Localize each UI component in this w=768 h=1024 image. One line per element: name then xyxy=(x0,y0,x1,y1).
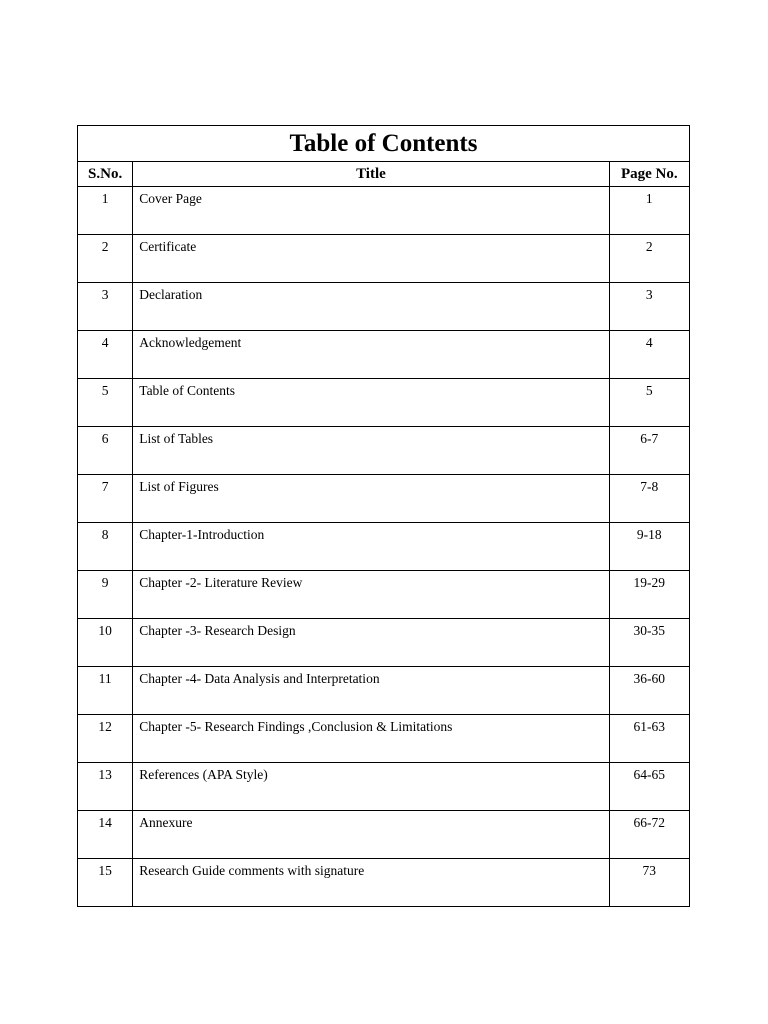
entry-page: 61-63 xyxy=(609,715,689,763)
table-row xyxy=(78,523,690,571)
entry-title: Chapter -3- Research Design xyxy=(133,619,609,667)
table-row xyxy=(78,667,690,715)
table-row xyxy=(78,571,690,619)
entry-page: 4 xyxy=(609,331,689,379)
entry-title: Chapter -2- Literature Review xyxy=(133,571,609,619)
entry-page: 5 xyxy=(609,379,689,427)
entry-title: Chapter -4- Data Analysis and Interpretation xyxy=(133,667,609,715)
entry-sno: 7 xyxy=(78,475,133,523)
entry-sno: 12 xyxy=(78,715,133,763)
entry-title: List of Tables xyxy=(133,427,609,475)
entry-sno: 4 xyxy=(78,331,133,379)
entry-sno: 11 xyxy=(78,667,133,715)
column-header-sno: S.No. xyxy=(78,162,133,187)
entry-sno: 1 xyxy=(78,187,133,235)
entry-page: 66-72 xyxy=(609,811,689,859)
entry-title: Chapter-1-Introduction xyxy=(133,523,609,571)
entry-title: Table of Contents xyxy=(133,379,609,427)
entry-title: Cover Page xyxy=(133,187,609,235)
column-header-title: Title xyxy=(133,162,609,187)
table-row xyxy=(78,475,690,523)
table-row xyxy=(78,859,690,907)
entry-title: List of Figures xyxy=(133,475,609,523)
entry-page: 30-35 xyxy=(609,619,689,667)
entry-page: 64-65 xyxy=(609,763,689,811)
entry-page: 1 xyxy=(609,187,689,235)
entry-page: 7-8 xyxy=(609,475,689,523)
entry-title: Annexure xyxy=(133,811,609,859)
entry-sno: 15 xyxy=(78,859,133,907)
table-row xyxy=(78,715,690,763)
entry-page: 2 xyxy=(609,235,689,283)
entry-sno: 6 xyxy=(78,427,133,475)
entry-sno: 8 xyxy=(78,523,133,571)
toc-title-row xyxy=(78,126,690,162)
entry-sno: 10 xyxy=(78,619,133,667)
table-row xyxy=(78,331,690,379)
entry-title: Declaration xyxy=(133,283,609,331)
table-row xyxy=(78,763,690,811)
entry-page: 19-29 xyxy=(609,571,689,619)
toc-header-row xyxy=(78,162,690,187)
toc-table xyxy=(77,125,690,907)
entry-sno: 5 xyxy=(78,379,133,427)
entry-title: Chapter -5- Research Findings ,Conclusion & Limitations xyxy=(133,715,609,763)
entry-title: Acknowledgement xyxy=(133,331,609,379)
table-row xyxy=(78,427,690,475)
entry-page: 3 xyxy=(609,283,689,331)
table-row xyxy=(78,811,690,859)
entry-sno: 9 xyxy=(78,571,133,619)
entry-title: Research Guide comments with signature xyxy=(133,859,609,907)
entry-page: 6-7 xyxy=(609,427,689,475)
entry-sno: 13 xyxy=(78,763,133,811)
entry-sno: 14 xyxy=(78,811,133,859)
table-row xyxy=(78,235,690,283)
entry-page: 9-18 xyxy=(609,523,689,571)
column-header-page: Page No. xyxy=(609,162,689,187)
entry-page: 73 xyxy=(609,859,689,907)
entry-page: 36-60 xyxy=(609,667,689,715)
table-row xyxy=(78,283,690,331)
entry-title: Certificate xyxy=(133,235,609,283)
table-row xyxy=(78,619,690,667)
entry-sno: 3 xyxy=(78,283,133,331)
entry-title: References (APA Style) xyxy=(133,763,609,811)
table-row xyxy=(78,187,690,235)
toc-title: Table of Contents xyxy=(78,126,690,162)
table-row xyxy=(78,379,690,427)
entry-sno: 2 xyxy=(78,235,133,283)
